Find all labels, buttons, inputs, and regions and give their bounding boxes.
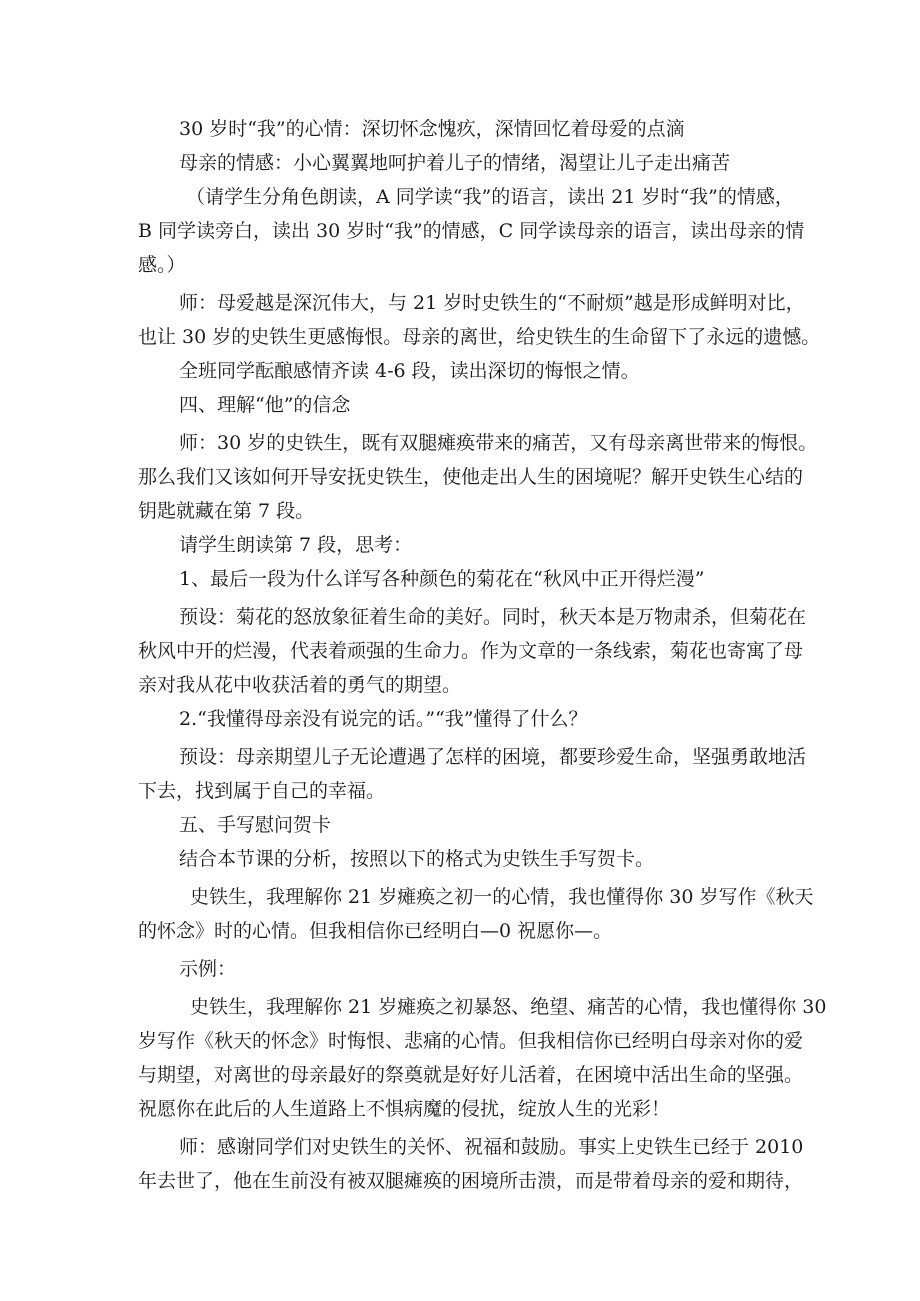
section-heading: 五、手写慰问贺卡 [179,814,332,836]
question-line: 1、最后一段为什么详写各种颜色的菊花在“秋风中正开得烂漫” [179,568,705,590]
example-label: 示例： [179,958,237,980]
text-line: 那么我们又该如何开导安抚史铁生，使他走出人生的困境呢？解开史铁生心结的 [138,466,804,488]
text-line: 师：感谢同学们对史铁生的关怀、祝福和鼓励。事实上史铁生已经于 2010 [179,1136,804,1158]
text-line: 结合本节课的分析，按照以下的格式为史铁生手写贺卡。 [179,848,655,870]
text-line: 预设：母亲期望儿子无论遭遇了怎样的困境，都要珍爱生命，坚强勇敢地活 [179,746,807,768]
text-line: 全班同学酝酿感情齐读 4-6 段，读出深切的悔恨之情。 [179,360,640,382]
text-line: 亲对我从花中收获活着的勇气的期望。 [138,674,462,696]
example-line: 岁写作《秋天的怀念》时悔恨、悲痛的心情。但我相信你已经明白母亲对你的爱 [138,1030,804,1052]
text-line: 师：30 岁的史铁生，既有双腿瘫痪带来的痛苦，又有母亲离世带来的悔恨。 [179,432,818,454]
example-line: 史铁生，我理解你 21 岁瘫痪之初暴怒、绝望、痛苦的心情，我也懂得你 30 [190,996,827,1018]
template-line: 史铁生，我理解你 21 岁瘫痪之初一的心情，我也懂得你 30 岁写作《秋天 [190,886,814,908]
text-line: 师：母爱越是深沉伟大，与 21 岁时史铁生的“不耐烦”越是形成鲜明对比， [179,292,805,314]
question-line: 2.“我懂得母亲没有说完的话。”“我”懂得了什么？ [179,708,588,730]
text-line: 30 岁时“我”的心情：深切怀念愧疚，深情回忆着母爱的点滴 [179,118,685,140]
text-line: 请学生朗读第 7 段，思考： [179,534,413,556]
example-line: 与期望，对离世的母亲最好的祭奠就是好好儿活着，在困境中活出生命的坚强。 [138,1064,804,1086]
section-heading: 四、理解“他”的信念 [179,394,351,416]
text-line: B 同学读旁白，读出 30 岁时“我”的情感，C 同学读母亲的语言，读出母亲的情 [138,220,805,242]
document-page [138,112,827,1198]
text-line: 钥匙就藏在第 7 段。 [138,500,315,522]
text-line: 年去世了，他在生前没有被双腿瘫痪的困境所击溃，而是带着母亲的爱和期待， [138,1170,804,1192]
text-line: 下去，找到属于自己的幸福。 [138,780,386,802]
text-line: 母亲的情感：小心翼翼地呵护着儿子的情绪，渴望让儿子走出痛苦 [179,152,731,174]
template-line: 的怀念》时的心情。但我相信你已经明白—0 祝愿你—。 [138,920,613,942]
text-line: 也让 30 岁的史铁生更感悔恨。母亲的离世，给史铁生的生命留下了永远的遗憾。 [138,326,821,348]
text-line: 预设：菊花的怒放象征着生命的美好。同时，秋天本是万物肃杀，但菊花在 [179,606,807,628]
example-line: 祝愿你在此后的人生道路上不惧病魔的侵扰，绽放人生的光彩！ [138,1098,671,1120]
text-line: 秋风中开的烂漫，代表着顽强的生命力。作为文章的一条线索，菊花也寄寓了母 [138,640,804,662]
text-line: （请学生分角色朗读，A 同学读“我”的语言，读出 21 岁时“我”的情感， [186,186,794,208]
text-line: 感。） [138,254,186,276]
